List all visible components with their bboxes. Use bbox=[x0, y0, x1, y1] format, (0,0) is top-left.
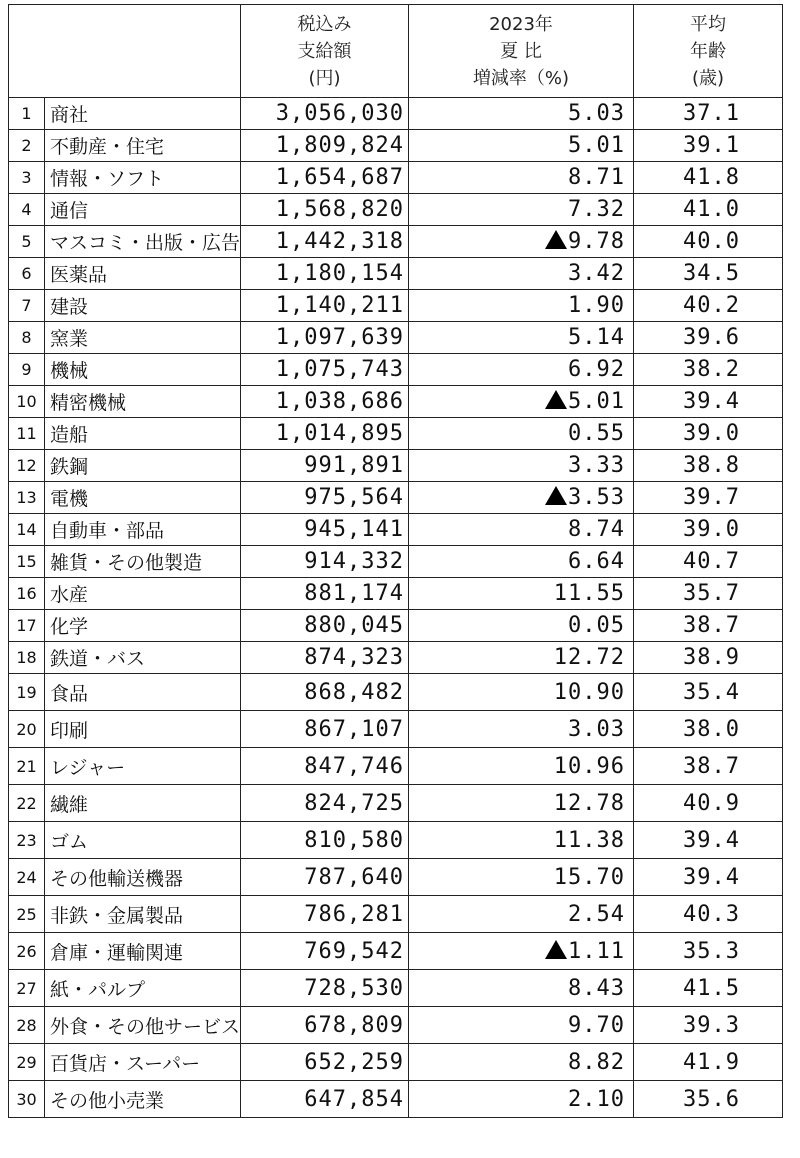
table-row bbox=[9, 970, 783, 1007]
age-cell: 35.6 bbox=[634, 1081, 783, 1118]
rank-cell: 4 bbox=[9, 194, 45, 226]
age-cell: 38.9 bbox=[634, 642, 783, 674]
rank-cell: 13 bbox=[9, 482, 45, 514]
table-row bbox=[9, 674, 783, 711]
age-cell: 41.0 bbox=[634, 194, 783, 226]
rate-cell bbox=[409, 1007, 634, 1044]
rate-cell bbox=[409, 546, 634, 578]
industry-cell: 印刷 bbox=[45, 711, 241, 748]
amount-cell: 1,140,211 bbox=[241, 290, 409, 322]
rate-cell bbox=[409, 130, 634, 162]
table-body bbox=[9, 98, 783, 1118]
amount-cell: 1,568,820 bbox=[241, 194, 409, 226]
age-cell: 41.8 bbox=[634, 162, 783, 194]
age-cell: 39.6 bbox=[634, 322, 783, 354]
age-cell: 35.3 bbox=[634, 933, 783, 970]
rate-cell bbox=[409, 482, 634, 514]
header-rate-line3: 増減率（%) bbox=[472, 67, 570, 89]
header-rate-line1: 2023年 bbox=[489, 13, 553, 35]
table-row bbox=[9, 1044, 783, 1081]
rate-value: 1.11 bbox=[568, 938, 625, 964]
rank-cell: 7 bbox=[9, 290, 45, 322]
table-row bbox=[9, 642, 783, 674]
rate-cell bbox=[409, 711, 634, 748]
rate-value: 8.74 bbox=[568, 517, 625, 542]
rank-cell: 12 bbox=[9, 450, 45, 482]
header-blank bbox=[9, 5, 241, 98]
rank-cell: 16 bbox=[9, 578, 45, 610]
age-cell: 38.7 bbox=[634, 610, 783, 642]
rate-cell bbox=[409, 322, 634, 354]
rate-value: 12.78 bbox=[553, 790, 625, 816]
industry-cell: 自動車・部品 bbox=[45, 514, 241, 546]
table-row bbox=[9, 896, 783, 933]
rank-cell: 6 bbox=[9, 258, 45, 290]
rate-value: 6.92 bbox=[568, 357, 625, 382]
table-row bbox=[9, 450, 783, 482]
amount-cell: 874,323 bbox=[241, 642, 409, 674]
rank-cell: 20 bbox=[9, 711, 45, 748]
amount-cell: 824,725 bbox=[241, 785, 409, 822]
rate-value: 12.72 bbox=[553, 645, 625, 670]
table-row bbox=[9, 258, 783, 290]
table-row bbox=[9, 578, 783, 610]
industry-cell: 鉄鋼 bbox=[45, 450, 241, 482]
age-cell: 39.7 bbox=[634, 482, 783, 514]
amount-cell: 728,530 bbox=[241, 970, 409, 1007]
rank-cell: 21 bbox=[9, 748, 45, 785]
industry-cell: 情報・ソフト bbox=[45, 162, 241, 194]
amount-cell: 1,075,743 bbox=[241, 354, 409, 386]
rank-cell: 19 bbox=[9, 674, 45, 711]
table-row bbox=[9, 290, 783, 322]
table-row bbox=[9, 785, 783, 822]
rate-cell bbox=[409, 226, 634, 258]
amount-cell: 1,809,824 bbox=[241, 130, 409, 162]
rate-cell bbox=[409, 1081, 634, 1118]
industry-cell: 建設 bbox=[45, 290, 241, 322]
rate-value: 0.55 bbox=[568, 421, 625, 446]
rate-cell bbox=[409, 674, 634, 711]
table-row bbox=[9, 711, 783, 748]
age-cell: 39.4 bbox=[634, 386, 783, 418]
rate-value: 2.54 bbox=[568, 901, 625, 927]
rank-cell: 2 bbox=[9, 130, 45, 162]
rate-cell bbox=[409, 859, 634, 896]
rank-cell: 11 bbox=[9, 418, 45, 450]
amount-cell: 1,014,895 bbox=[241, 418, 409, 450]
amount-cell: 787,640 bbox=[241, 859, 409, 896]
amount-cell: 1,654,687 bbox=[241, 162, 409, 194]
amount-cell: 847,746 bbox=[241, 748, 409, 785]
table-row bbox=[9, 386, 783, 418]
rate-value: 9.78 bbox=[568, 229, 625, 254]
table-row bbox=[9, 482, 783, 514]
amount-cell: 1,097,639 bbox=[241, 322, 409, 354]
rate-value: 6.64 bbox=[568, 549, 625, 574]
rate-cell bbox=[409, 386, 634, 418]
rate-cell bbox=[409, 933, 634, 970]
age-cell: 39.1 bbox=[634, 130, 783, 162]
rate-value: 3.33 bbox=[568, 453, 625, 478]
rate-value: 8.43 bbox=[568, 975, 625, 1001]
rate-cell bbox=[409, 450, 634, 482]
table-row bbox=[9, 748, 783, 785]
rate-cell bbox=[409, 896, 634, 933]
rate-cell bbox=[409, 785, 634, 822]
rate-value: 5.03 bbox=[568, 101, 625, 126]
decrease-triangle-icon bbox=[545, 486, 567, 505]
rate-cell bbox=[409, 642, 634, 674]
decrease-triangle-icon bbox=[545, 230, 567, 249]
industry-cell: 精密機械 bbox=[45, 386, 241, 418]
industry-cell: その他輸送機器 bbox=[45, 859, 241, 896]
rank-cell: 18 bbox=[9, 642, 45, 674]
table-row bbox=[9, 546, 783, 578]
age-cell: 40.9 bbox=[634, 785, 783, 822]
rate-value: 3.03 bbox=[568, 716, 625, 742]
age-cell: 35.7 bbox=[634, 578, 783, 610]
industry-cell: 造船 bbox=[45, 418, 241, 450]
industry-cell: 電機 bbox=[45, 482, 241, 514]
header-row bbox=[9, 5, 783, 98]
age-cell: 40.2 bbox=[634, 290, 783, 322]
header-age-line3: (歳) bbox=[691, 67, 725, 89]
amount-cell: 810,580 bbox=[241, 822, 409, 859]
rate-value: 2.10 bbox=[568, 1086, 625, 1112]
rate-value: 8.71 bbox=[568, 165, 625, 190]
amount-cell: 1,180,154 bbox=[241, 258, 409, 290]
header-amount-line1: 税込み bbox=[297, 13, 352, 35]
rank-cell: 24 bbox=[9, 859, 45, 896]
rate-value: 5.01 bbox=[568, 389, 625, 414]
amount-cell: 975,564 bbox=[241, 482, 409, 514]
amount-cell: 991,891 bbox=[241, 450, 409, 482]
table-row bbox=[9, 1007, 783, 1044]
header-amount bbox=[241, 5, 409, 98]
rate-value: 1.90 bbox=[568, 293, 625, 318]
table-row bbox=[9, 610, 783, 642]
header-age-line1: 平均 bbox=[690, 13, 726, 35]
table-row bbox=[9, 418, 783, 450]
industry-cell: ゴム bbox=[45, 822, 241, 859]
amount-cell: 868,482 bbox=[241, 674, 409, 711]
amount-cell: 867,107 bbox=[241, 711, 409, 748]
amount-cell: 786,281 bbox=[241, 896, 409, 933]
rank-cell: 25 bbox=[9, 896, 45, 933]
industry-cell: 商社 bbox=[45, 98, 241, 130]
amount-cell: 652,259 bbox=[241, 1044, 409, 1081]
table-row bbox=[9, 130, 783, 162]
rate-value: 11.38 bbox=[553, 827, 625, 853]
age-cell: 35.4 bbox=[634, 674, 783, 711]
rate-value: 3.42 bbox=[568, 261, 625, 286]
amount-cell: 880,045 bbox=[241, 610, 409, 642]
age-cell: 41.9 bbox=[634, 1044, 783, 1081]
amount-cell: 945,141 bbox=[241, 514, 409, 546]
age-cell: 38.0 bbox=[634, 711, 783, 748]
rate-cell bbox=[409, 610, 634, 642]
industry-cell: 機械 bbox=[45, 354, 241, 386]
rank-cell: 23 bbox=[9, 822, 45, 859]
amount-cell: 1,442,318 bbox=[241, 226, 409, 258]
rank-cell: 30 bbox=[9, 1081, 45, 1118]
header-amount-line2: 支給額 bbox=[297, 40, 352, 62]
decrease-triangle-icon bbox=[545, 940, 567, 959]
rank-cell: 9 bbox=[9, 354, 45, 386]
age-cell: 39.0 bbox=[634, 418, 783, 450]
industry-cell: 百貨店・スーパー bbox=[45, 1044, 241, 1081]
age-cell: 40.3 bbox=[634, 896, 783, 933]
rank-cell: 5 bbox=[9, 226, 45, 258]
age-cell: 38.2 bbox=[634, 354, 783, 386]
age-cell: 39.0 bbox=[634, 514, 783, 546]
age-cell: 40.7 bbox=[634, 546, 783, 578]
amount-cell: 647,854 bbox=[241, 1081, 409, 1118]
table-row bbox=[9, 322, 783, 354]
rate-value: 11.55 bbox=[553, 581, 625, 606]
industry-cell: 化学 bbox=[45, 610, 241, 642]
industry-cell: 窯業 bbox=[45, 322, 241, 354]
age-cell: 34.5 bbox=[634, 258, 783, 290]
rate-value: 15.70 bbox=[553, 864, 625, 890]
table-row bbox=[9, 354, 783, 386]
rank-cell: 28 bbox=[9, 1007, 45, 1044]
industry-cell: 不動産・住宅 bbox=[45, 130, 241, 162]
rank-cell: 17 bbox=[9, 610, 45, 642]
rank-cell: 14 bbox=[9, 514, 45, 546]
industry-cell: 医薬品 bbox=[45, 258, 241, 290]
rate-value: 5.14 bbox=[568, 325, 625, 350]
table-row bbox=[9, 98, 783, 130]
rank-cell: 27 bbox=[9, 970, 45, 1007]
industry-cell: 水産 bbox=[45, 578, 241, 610]
rate-value: 3.53 bbox=[568, 485, 625, 510]
rank-cell: 3 bbox=[9, 162, 45, 194]
industry-cell: マスコミ・出版・広告 bbox=[45, 226, 241, 258]
age-cell: 39.4 bbox=[634, 822, 783, 859]
rate-value: 9.70 bbox=[568, 1012, 625, 1038]
industry-cell: 外食・その他サービス bbox=[45, 1007, 241, 1044]
rank-cell: 1 bbox=[9, 98, 45, 130]
rank-cell: 8 bbox=[9, 322, 45, 354]
amount-cell: 881,174 bbox=[241, 578, 409, 610]
age-cell: 38.8 bbox=[634, 450, 783, 482]
table-row bbox=[9, 859, 783, 896]
header-age bbox=[634, 5, 783, 98]
rate-cell bbox=[409, 514, 634, 546]
header-age-line2: 年齢 bbox=[690, 40, 726, 62]
rate-cell bbox=[409, 822, 634, 859]
industry-cell: 雑貨・その他製造 bbox=[45, 546, 241, 578]
rate-cell bbox=[409, 354, 634, 386]
rate-cell bbox=[409, 290, 634, 322]
rate-cell bbox=[409, 258, 634, 290]
industry-cell: 紙・パルプ bbox=[45, 970, 241, 1007]
age-cell: 39.4 bbox=[634, 859, 783, 896]
age-cell: 41.5 bbox=[634, 970, 783, 1007]
rate-value: 0.05 bbox=[568, 613, 625, 638]
rate-cell bbox=[409, 578, 634, 610]
age-cell: 40.0 bbox=[634, 226, 783, 258]
rate-cell bbox=[409, 98, 634, 130]
rate-value: 5.01 bbox=[568, 133, 625, 158]
decrease-triangle-icon bbox=[545, 390, 567, 409]
rate-cell bbox=[409, 194, 634, 226]
header-rate-line2: 夏 比 bbox=[500, 40, 542, 62]
table-row bbox=[9, 933, 783, 970]
age-cell: 37.1 bbox=[634, 98, 783, 130]
header-amount-line3: (円) bbox=[308, 67, 341, 89]
table-row bbox=[9, 226, 783, 258]
age-cell: 39.3 bbox=[634, 1007, 783, 1044]
header-rate bbox=[409, 5, 634, 98]
amount-cell: 678,809 bbox=[241, 1007, 409, 1044]
table-row bbox=[9, 1081, 783, 1118]
rate-cell bbox=[409, 748, 634, 785]
rank-cell: 15 bbox=[9, 546, 45, 578]
age-cell: 38.7 bbox=[634, 748, 783, 785]
rate-cell bbox=[409, 970, 634, 1007]
industry-cell: 倉庫・運輸関連 bbox=[45, 933, 241, 970]
amount-cell: 3,056,030 bbox=[241, 98, 409, 130]
bonus-ranking-table bbox=[8, 4, 783, 1118]
industry-cell: 食品 bbox=[45, 674, 241, 711]
rate-cell bbox=[409, 162, 634, 194]
rank-cell: 22 bbox=[9, 785, 45, 822]
rank-cell: 29 bbox=[9, 1044, 45, 1081]
rate-value: 10.96 bbox=[553, 753, 625, 779]
table-row bbox=[9, 162, 783, 194]
rate-value: 8.82 bbox=[568, 1049, 625, 1075]
table-row bbox=[9, 822, 783, 859]
industry-cell: 繊維 bbox=[45, 785, 241, 822]
rate-cell bbox=[409, 1044, 634, 1081]
rank-cell: 26 bbox=[9, 933, 45, 970]
rate-cell bbox=[409, 418, 634, 450]
amount-cell: 1,038,686 bbox=[241, 386, 409, 418]
table-row bbox=[9, 194, 783, 226]
table-row bbox=[9, 514, 783, 546]
industry-cell: 通信 bbox=[45, 194, 241, 226]
industry-cell: 鉄道・バス bbox=[45, 642, 241, 674]
rate-value: 7.32 bbox=[568, 197, 625, 222]
amount-cell: 769,542 bbox=[241, 933, 409, 970]
industry-cell: レジャー bbox=[45, 748, 241, 785]
industry-cell: その他小売業 bbox=[45, 1081, 241, 1118]
rate-value: 10.90 bbox=[553, 679, 625, 705]
industry-cell: 非鉄・金属製品 bbox=[45, 896, 241, 933]
amount-cell: 914,332 bbox=[241, 546, 409, 578]
rank-cell: 10 bbox=[9, 386, 45, 418]
